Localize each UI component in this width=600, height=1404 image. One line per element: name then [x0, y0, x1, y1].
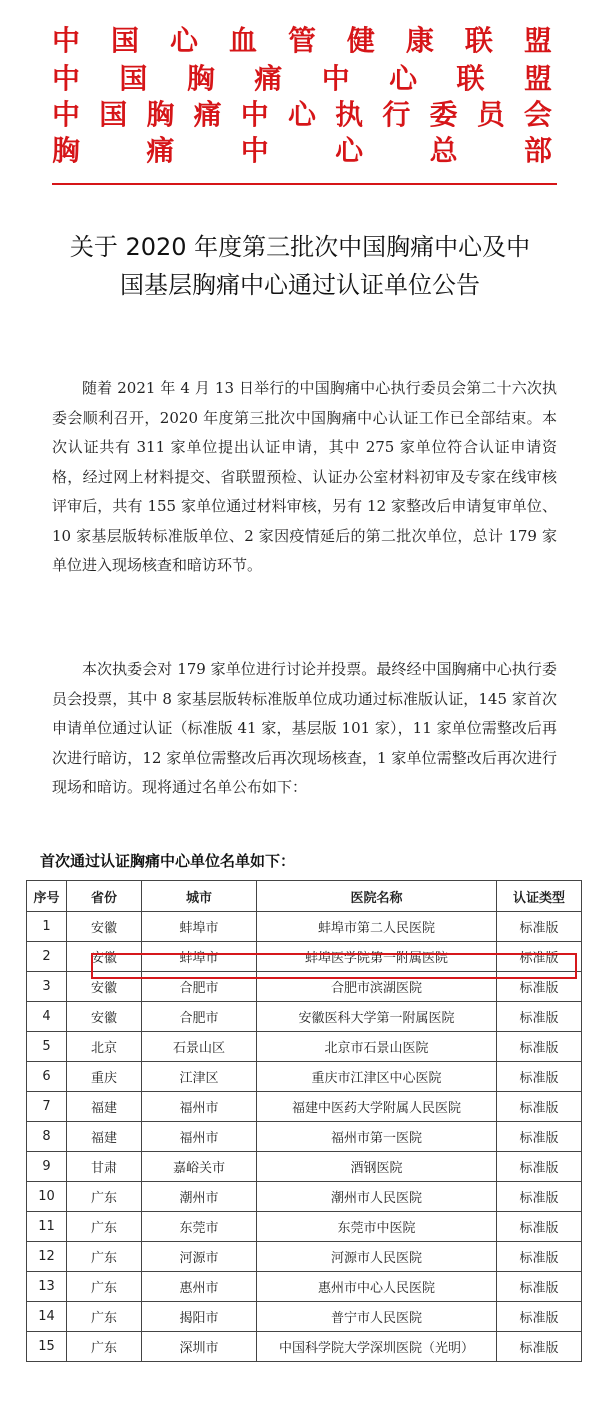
cell-index: 9: [27, 1152, 67, 1182]
letterhead-char: 胸: [186, 62, 215, 95]
table-row: [27, 1092, 582, 1122]
cell-cert-type: 标准版: [497, 1182, 582, 1212]
table-row: [27, 1062, 582, 1092]
letterhead-char: 中: [321, 62, 350, 95]
cell-province: 广东: [67, 1332, 142, 1362]
letterhead-char: 国: [119, 62, 148, 95]
cell-city: 惠州市: [142, 1272, 257, 1302]
letterhead-char: 胸: [146, 98, 175, 131]
cell-hospital: 安徽医科大学第一附属医院: [257, 1002, 497, 1032]
cell-cert-type: 标准版: [497, 1092, 582, 1122]
letterhead-char: 中: [52, 98, 81, 131]
table-row: [27, 1212, 582, 1242]
cell-hospital: 蚌埠市第二人民医院: [257, 912, 497, 942]
cell-city: 河源市: [142, 1242, 257, 1272]
cell-hospital: 东莞市中医院: [257, 1212, 497, 1242]
letterhead-char: 盟: [523, 62, 552, 95]
header-province: 省份: [67, 881, 142, 912]
cell-index: 11: [27, 1212, 67, 1242]
letterhead-char: 部: [523, 134, 552, 167]
table-row: [27, 1272, 582, 1302]
cell-province: 安徽: [67, 1002, 142, 1032]
cell-city: 东莞市: [142, 1212, 257, 1242]
paragraph-2: 本次执委会对 179 家单位进行讨论并投票。最终经中国胸痛中心执行委员会投票，其中 8 家基层版转标准版单位成功通过标准版认证，145 家首次申请单位通过认证（标准版 41 家，基层版 101 家），11 家单位需整改后再次进行暗访，12 家单位需整改后再次现场核查，1 家单位需整改后再次进行现场和暗访。现将通过名单公布如下：: [52, 660, 557, 796]
letterhead-char: 联: [456, 62, 485, 95]
cell-province: 广东: [67, 1242, 142, 1272]
cell-province: 安徽: [67, 972, 142, 1002]
header-city: 城市: [142, 881, 257, 912]
red-divider: [52, 183, 557, 185]
table-row: [27, 1182, 582, 1212]
cell-province: 广东: [67, 1182, 142, 1212]
cell-cert-type: 标准版: [497, 1242, 582, 1272]
header-index: 序号: [27, 881, 67, 912]
cell-index: 4: [27, 1002, 67, 1032]
cell-index: 2: [27, 942, 67, 972]
letterhead-char: 健: [346, 24, 375, 57]
title-line-2: 国基层胸痛中心通过认证单位公告: [120, 271, 480, 299]
table-header-row: [27, 881, 582, 912]
letterhead-char: 委: [429, 98, 458, 131]
cell-province: 北京: [67, 1032, 142, 1062]
table-row: [27, 1152, 582, 1182]
cell-index: 1: [27, 912, 67, 942]
cell-hospital: 中国科学院大学深圳医院（光明）: [257, 1332, 497, 1362]
letterhead-char: 管: [287, 24, 316, 57]
cell-index: 5: [27, 1032, 67, 1062]
cell-hospital: 合肥市滨湖医院: [257, 972, 497, 1002]
cell-cert-type: 标准版: [497, 1152, 582, 1182]
cell-hospital: 蚌埠医学院第一附属医院: [257, 942, 497, 972]
letterhead-char: 执: [335, 98, 364, 131]
letterhead-char: 国: [99, 98, 128, 131]
cell-index: 15: [27, 1332, 67, 1362]
cell-index: 6: [27, 1062, 67, 1092]
paragraph-1: 随着 2021 年 4 月 13 日举行的中国胸痛中心执行委员会第二十六次执委会顺利召开，2020 年度第三批次中国胸痛中心认证工作已全部结束。本次认证共有 311 家单位提出认证申请，其中 275 家单位符合认证申请资格，经过网上材料提交、省联盟预检、认证办公室材料初审及专家在线审核评审后，共有 155 家单位通过材料审核，另有 12 家整改后申请复审单位、10 家基层版转标准版单位、2 家因疫情延后的第二批次单位，总计 179 家单位进入现场核查和暗访环节。: [52, 379, 557, 574]
letterhead-char: 中: [52, 24, 81, 57]
letterhead-char: 会: [523, 98, 552, 131]
letterhead-char: 员: [476, 98, 505, 131]
cell-cert-type: 标准版: [497, 1062, 582, 1092]
cell-city: 合肥市: [142, 1002, 257, 1032]
letterhead-char: 盟: [523, 24, 552, 57]
cell-hospital: 福建中医药大学附属人民医院: [257, 1092, 497, 1122]
table-row: [27, 912, 582, 942]
cell-province: 广东: [67, 1212, 142, 1242]
letterhead-char: 血: [228, 24, 257, 57]
cell-cert-type: 标准版: [497, 1332, 582, 1362]
cell-province: 甘肃: [67, 1152, 142, 1182]
table-row: [27, 1302, 582, 1332]
cell-cert-type: 标准版: [497, 912, 582, 942]
cell-hospital: 酒钢医院: [257, 1152, 497, 1182]
cell-city: 蚌埠市: [142, 912, 257, 942]
cell-city: 合肥市: [142, 972, 257, 1002]
letterhead-char: 联: [464, 24, 493, 57]
cell-city: 嘉峪关市: [142, 1152, 257, 1182]
cell-index: 3: [27, 972, 67, 1002]
letterhead-char: 痛: [146, 134, 175, 167]
table-row: [27, 1242, 582, 1272]
cell-city: 福州市: [142, 1092, 257, 1122]
cell-cert-type: 标准版: [497, 1122, 582, 1152]
highlight-box: [91, 953, 577, 979]
org-line-2: [52, 62, 552, 95]
cell-cert-type: 标准版: [497, 1272, 582, 1302]
cell-hospital: 北京市石景山医院: [257, 1032, 497, 1062]
table-row: [27, 1032, 582, 1062]
cell-province: 广东: [67, 1302, 142, 1332]
org-line-4: [52, 134, 552, 167]
letterhead-char: 心: [287, 98, 316, 131]
letterhead-char: 康: [405, 24, 434, 57]
cell-index: 12: [27, 1242, 67, 1272]
cell-index: 14: [27, 1302, 67, 1332]
cell-cert-type: 标准版: [497, 1302, 582, 1332]
title-line-1: 关于 2020 年度第三批次中国胸痛中心及中: [69, 233, 531, 261]
table-row: [27, 1332, 582, 1362]
table-row: [27, 1122, 582, 1152]
cell-cert-type: 标准版: [497, 1212, 582, 1242]
cell-index: 13: [27, 1272, 67, 1302]
letterhead-char: 心: [169, 24, 198, 57]
cell-hospital: 福州市第一医院: [257, 1122, 497, 1152]
letterhead-char: 总: [429, 134, 458, 167]
cell-city: 揭阳市: [142, 1302, 257, 1332]
header-cert-type: 认证类型: [497, 881, 582, 912]
cell-hospital: 河源市人民医院: [257, 1242, 497, 1272]
table-body: [27, 912, 582, 1362]
cell-province: 福建: [67, 1092, 142, 1122]
letterhead-char: 胸: [52, 134, 81, 167]
header-hospital: 医院名称: [257, 881, 497, 912]
document-title: [40, 228, 560, 304]
cell-hospital: 惠州市中心人民医院: [257, 1272, 497, 1302]
letterhead-char: 国: [110, 24, 139, 57]
cell-hospital: 潮州市人民医院: [257, 1182, 497, 1212]
cell-city: 江津区: [142, 1062, 257, 1092]
cell-cert-type: 标准版: [497, 1032, 582, 1062]
cell-city: 潮州市: [142, 1182, 257, 1212]
cell-cert-type: 标准版: [497, 942, 582, 972]
letterhead-char: 中: [240, 98, 269, 131]
cell-index: 10: [27, 1182, 67, 1212]
letterhead-char: 痛: [254, 62, 283, 95]
cell-province: 广东: [67, 1272, 142, 1302]
cell-city: 石景山区: [142, 1032, 257, 1062]
cell-province: 安徽: [67, 942, 142, 972]
cell-hospital: 重庆市江津区中心医院: [257, 1062, 497, 1092]
org-line-3: [52, 98, 552, 131]
cell-city: 深圳市: [142, 1332, 257, 1362]
letterhead-char: 中: [52, 62, 81, 95]
letterhead-char: 中: [240, 134, 269, 167]
cell-index: 7: [27, 1092, 67, 1122]
org-line-1: [52, 24, 552, 57]
cell-hospital: 普宁市人民医院: [257, 1302, 497, 1332]
cell-cert-type: 标准版: [497, 972, 582, 1002]
letterhead-char: 行: [382, 98, 411, 131]
cell-index: 8: [27, 1122, 67, 1152]
letterhead-char: 心: [335, 134, 364, 167]
list-title: 首次通过认证胸痛中心单位名单如下：: [40, 852, 296, 870]
cell-province: 重庆: [67, 1062, 142, 1092]
letterhead-char: 心: [389, 62, 418, 95]
cell-province: 安徽: [67, 912, 142, 942]
table-row: [27, 1002, 582, 1032]
cell-city: 福州市: [142, 1122, 257, 1152]
cell-cert-type: 标准版: [497, 1002, 582, 1032]
letterhead-char: 痛: [193, 98, 222, 131]
cell-city: 蚌埠市: [142, 942, 257, 972]
cell-province: 福建: [67, 1122, 142, 1152]
